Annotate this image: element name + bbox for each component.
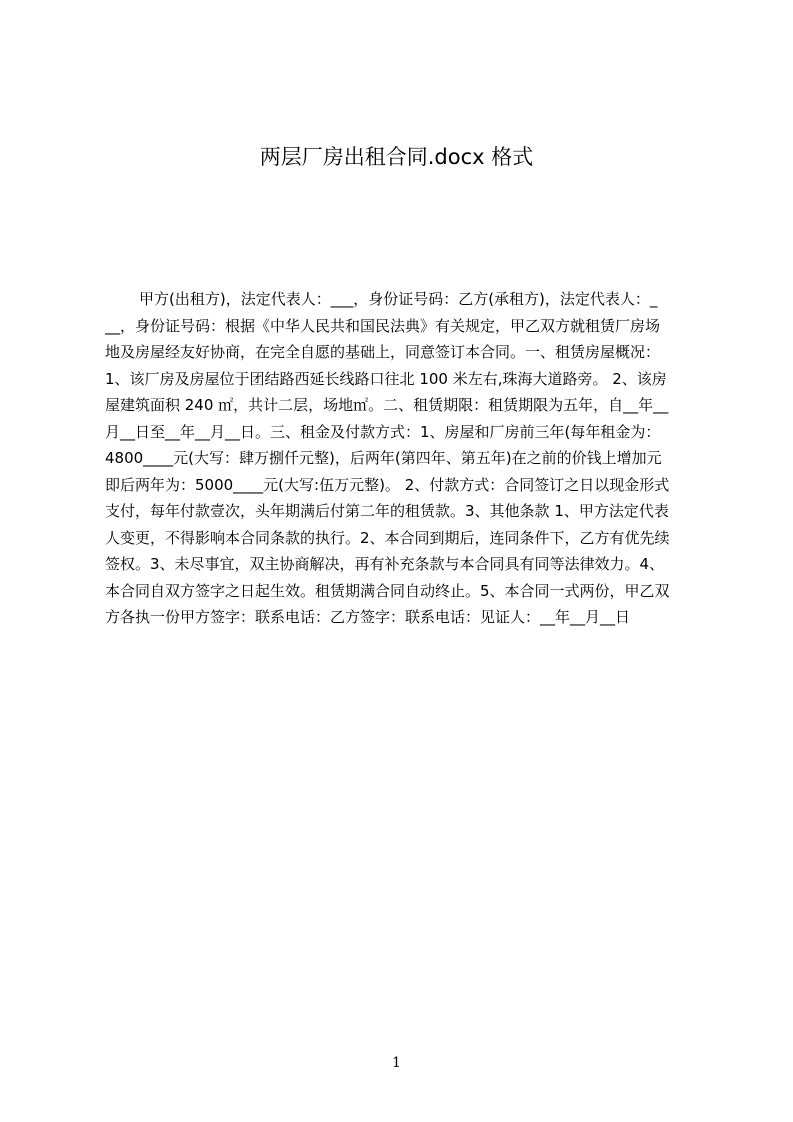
body-line-12: 本合同自双方签字之日起生效。租赁期满合同自动终止。5、本合同一式两份，甲乙双 (105, 581, 670, 600)
body-line-6: 月__日至__年__月__日。三、租金及付款方式：1、房屋和厂房前三年(每年租金为： (105, 422, 661, 441)
body-line-13: 方各执一份甲方签字：联系电话：乙方签字：联系电话：见证人：__年__月__日 (105, 608, 631, 626)
body-line-11: 签权。3、未尽事宜，双主协商解决，再有补充条款与本合同具有同等法律效力。4、 (105, 555, 665, 573)
body-line-7: 4800____元(大写：肆万捌仟元整)，后两年(第四年、第五年)在之前的价钱上增加元 (105, 449, 662, 467)
body-line-4: 1、该厂房及房屋位于团结路西延长线路口往北 100 米左右,珠海大道路旁。 2、该房 (105, 369, 667, 388)
page-number: 1 (392, 1055, 401, 1071)
body-line-10: 人变更，不得影响本合同条款的执行。2、本合同到期后，连同条件下，乙方有优先续 (105, 528, 670, 547)
document-title: 两层厂房出租合同.docx 格式 (259, 145, 534, 169)
contract-body (105, 286, 698, 631)
body-line-5: 屋建筑面积 240 ㎡，共计二层，场地㎡。二、租赁期限：租赁期限为五年，自__年__ (105, 396, 669, 414)
body-line-2: __，身份证号码：根据《中华人民共和国民法典》有关规定，甲乙双方就租赁厂房场 (105, 316, 661, 335)
body-line-8: 即后两年为：5000____元(大写:伍万元整)。 2、付款方式：合同签订之日以现金形式 (105, 475, 670, 494)
body-line-9: 支付，每年付款壹次，头年期满后付第二年的租赁款。3、其他条款 1、甲方法定代表 (105, 502, 669, 520)
body-line-1: 甲方(出租方)，法定代表人：___，身份证号码：乙方(承租方)，法定代表人：_ (139, 290, 658, 308)
body-line-3: 地及房屋经友好协商，在完全自愿的基础上，同意签订本合同。一、租赁房屋概况： (105, 343, 661, 361)
